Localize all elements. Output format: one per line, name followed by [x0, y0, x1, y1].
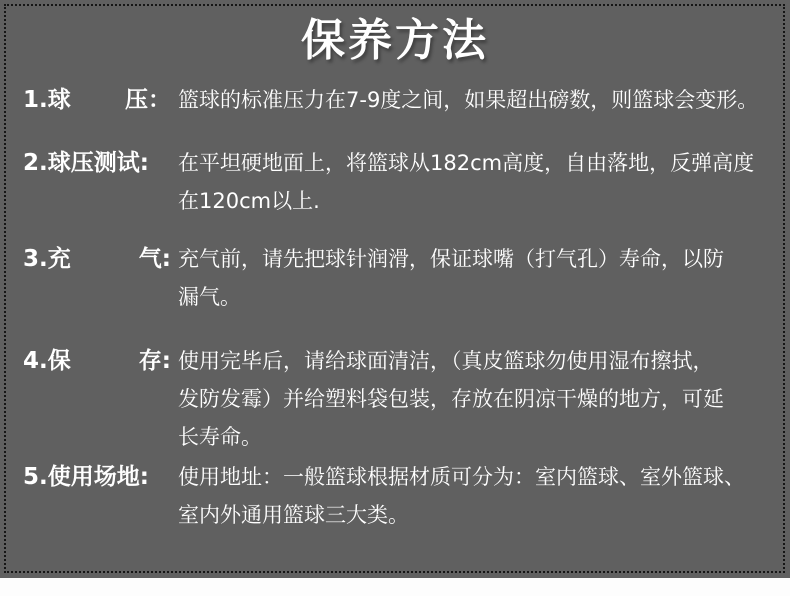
item-label-part: 存: — [138, 348, 171, 374]
description-line: 在平坦硬地面上，将篮球从182cm高度，自由落地，反弹高度 — [178, 151, 755, 175]
item-label-part: 1.球 — [23, 87, 71, 113]
page-bottom-margin — [0, 578, 790, 596]
description-line: 长寿命。 — [178, 425, 262, 449]
description-line: 使用完毕后，请给球面清洁，（真皮篮球勿使用湿布擦拭， — [178, 349, 714, 373]
item-description — [171, 458, 770, 534]
item-label-part: 4.保 — [23, 348, 71, 374]
care-item-usage-venue — [23, 458, 770, 534]
item-description — [171, 342, 770, 456]
item-description — [171, 144, 770, 220]
item-label — [23, 240, 171, 278]
care-items-list — [0, 81, 790, 534]
item-label-part: 压： — [125, 87, 171, 113]
description-line: 发防发霉）并给塑料袋包装，存放在阴凉干燥的地方，可延 — [178, 387, 724, 411]
item-label-part: 气: — [138, 246, 171, 272]
description-line: 室内外通用篮球三大类。 — [178, 503, 409, 527]
page-title: 保养方法 — [301, 15, 489, 66]
item-label-part: 3.充 — [23, 246, 71, 272]
item-label — [23, 81, 171, 119]
item-label — [23, 144, 171, 182]
description-line: 充气前，请先把球针润滑，保证球嘴（打气孔）寿命，以防 — [178, 247, 724, 271]
item-description — [171, 81, 770, 119]
item-description — [171, 240, 770, 316]
care-item-inflation — [23, 240, 770, 316]
description-line: 在120cm以上. — [178, 189, 320, 213]
item-label-part: 5.使用场地: — [23, 464, 149, 490]
item-label — [23, 342, 171, 380]
item-label — [23, 458, 171, 496]
description-line: 使用地址：一般篮球根据材质可分为：室内篮球、室外篮球、 — [178, 465, 745, 489]
item-label-part: 2.球压测试: — [23, 150, 149, 176]
care-item-ball-pressure — [23, 81, 770, 119]
description-line: 篮球的标准压力在7-9度之间，如果超出磅数，则篮球会变形。 — [178, 88, 759, 112]
description-line: 漏气。 — [178, 285, 241, 309]
care-item-storage — [23, 342, 770, 456]
care-item-pressure-test — [23, 144, 770, 220]
